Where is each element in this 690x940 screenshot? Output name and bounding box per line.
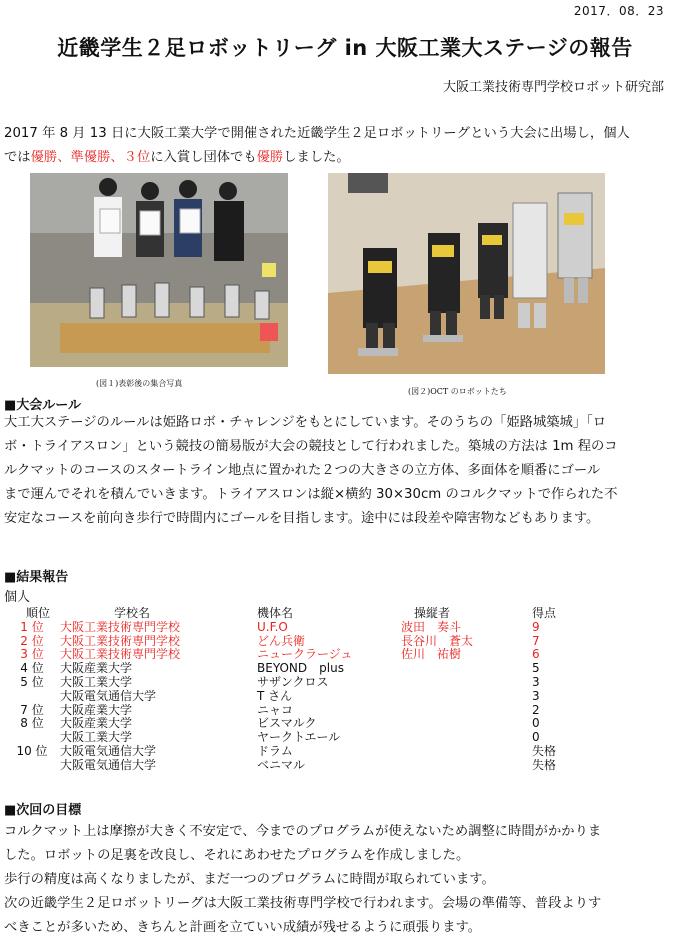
- cell-rank: 7 位: [20, 702, 44, 717]
- award-second: 準優勝: [70, 150, 111, 165]
- intro-text: しました。: [283, 150, 350, 165]
- cell-school: 大阪電気通信大学: [60, 744, 157, 758]
- figure-caption-1: (図１)表彰後の集合写真: [96, 379, 183, 388]
- cell-school: 大阪電気通信大学: [60, 757, 157, 772]
- col-operator: 操縦者: [414, 606, 451, 620]
- col-robot: 機体名: [257, 606, 294, 620]
- cell-score: 2: [532, 702, 540, 717]
- next-heading: ■次回の目標: [4, 803, 82, 818]
- results-heading: ■結果報告: [4, 570, 69, 585]
- cell-rank: 1 位: [20, 619, 44, 634]
- intro-line-1: 2017 年 8 月 13 日に大阪工業大学で開催された近畿学生２足ロボットリーグという大会に出場し，個人: [4, 126, 630, 141]
- page-title: 近畿学生２足ロボットリーグ in 大阪工業大ステージの報告: [57, 36, 633, 60]
- cell-robot: ニュークラージュ: [257, 647, 353, 662]
- cell-school: 大阪電気通信大学: [60, 688, 157, 703]
- col-school: 学校名: [114, 606, 151, 620]
- figure-caption-2: (図２)OCT のロボットたち: [408, 387, 507, 396]
- cell-score: 6: [532, 647, 540, 662]
- cell-operator: 波田 奏斗: [401, 619, 462, 634]
- award-sep: 、: [110, 150, 124, 165]
- cell-school: 大阪工業大学: [60, 675, 133, 689]
- col-rank: 順位: [25, 606, 50, 620]
- cell-score: 0: [532, 716, 540, 731]
- date: 2017．08．23: [573, 4, 664, 18]
- cell-school: 大阪産業大学: [60, 702, 133, 717]
- intro-line-2: [4, 146, 664, 170]
- organization: 大阪工業技術専門学校ロボット研究部: [442, 80, 664, 95]
- cell-robot: どん兵衛: [257, 633, 306, 648]
- cell-rank: 5 位: [20, 675, 44, 689]
- cell-school: 大阪工業技術専門学校: [60, 647, 181, 662]
- next-line: コルクマット上は摩擦が大きく不安定で、今までのプログラムが使えないため調整に時間がかかりま: [4, 824, 602, 839]
- cell-rank: 3 位: [20, 647, 44, 662]
- group-photo-illustration: [30, 173, 288, 367]
- cell-robot: ベニマル: [257, 757, 306, 772]
- cell-score: 失格: [532, 744, 557, 758]
- cell-robot: ヤークトエール: [257, 730, 341, 745]
- cell-score: 0: [532, 730, 540, 745]
- rules-line: 安定なコースを前向き歩行で時間内にゴールを目指します。途中には段差や障害物などもあります。: [4, 511, 600, 526]
- intro-paragraph: [4, 122, 664, 170]
- cell-rank: 2 位: [20, 633, 44, 648]
- cell-rank: 10 位: [16, 744, 48, 758]
- award-sep: 、: [57, 150, 71, 165]
- cell-school: 大阪工業大学: [60, 730, 133, 745]
- robots-photo: [328, 173, 605, 374]
- cell-school: 大阪産業大学: [60, 661, 133, 676]
- next-line: べきことが多いため、きちんと計画を立ていい成績が残せるように頑張ります。: [4, 920, 482, 935]
- cell-score: 3: [532, 688, 540, 703]
- results-table: [4, 606, 604, 772]
- cell-score: 7: [532, 633, 540, 648]
- rules-line: ルクマットのコースのスタートライン地点に置かれた２つの大きさの立方体、多面体を順番にゴール: [4, 463, 601, 478]
- cell-school: 大阪工業技術専門学校: [60, 619, 181, 634]
- rules-paragraph: [4, 411, 664, 531]
- rules-line: まで運んでそれを積んでいきます。トライアスロンは縦×横約 30×30cm のコルクマットで作られた不: [4, 487, 618, 502]
- cell-school: 大阪工業技術専門学校: [60, 633, 181, 648]
- cell-robot: サザンクロス: [257, 675, 329, 689]
- cell-score: 5: [532, 661, 540, 676]
- cell-operator: 長谷川 蒼太: [401, 633, 474, 648]
- rules-line: 大工大ステージのルールは姫路ロボ・チャレンジをもとにしています。そのうちの「姫路城築城」「ロ: [4, 415, 607, 430]
- col-score: 得点: [532, 606, 557, 620]
- cell-robot: T さん: [257, 688, 293, 703]
- intro-text: では: [4, 150, 31, 165]
- next-paragraph: [4, 820, 664, 940]
- cell-rank: 8 位: [20, 716, 44, 731]
- cell-score: 9: [532, 619, 540, 634]
- results-subheading: 個人: [4, 590, 31, 605]
- cell-robot: ニャコ: [257, 702, 294, 717]
- rules-line: ボ・トライアスロン」という競技の簡易版が大会の競技として行われました。築城の方法は 1m 程のコ: [4, 439, 618, 454]
- award-first: 優勝: [30, 150, 58, 165]
- award-team: 優勝: [256, 150, 284, 165]
- award-third: ３位: [123, 150, 151, 165]
- cell-school: 大阪産業大学: [60, 716, 133, 731]
- cell-rank: 4 位: [20, 661, 44, 676]
- robots-photo-illustration: [328, 173, 605, 374]
- cell-operator: 佐川 祐樹: [401, 647, 462, 662]
- rules-heading: ■大会ルール: [4, 398, 82, 413]
- next-line: した。ロボットの足裏を改良し、それにあわせたプログラムを作成しました。: [4, 848, 470, 863]
- cell-score: 3: [532, 675, 540, 689]
- intro-text: に入賞し団体でも: [150, 150, 257, 165]
- cell-robot: BEYOND plus: [257, 661, 344, 676]
- cell-robot: U.F.O: [257, 619, 288, 634]
- next-line: 歩行の精度は高くなりましたが、まだ一つのプログラムに時間が取られています。: [4, 872, 495, 887]
- next-line: 次の近畿学生２足ロボットリーグは大阪工業技術専門学校で行われます。会場の準備等、普段よりす: [4, 896, 602, 911]
- cell-score: 失格: [532, 757, 557, 772]
- group-photo: [30, 173, 288, 367]
- cell-robot: ドラム: [257, 744, 293, 758]
- cell-robot: ビスマルク: [257, 716, 317, 731]
